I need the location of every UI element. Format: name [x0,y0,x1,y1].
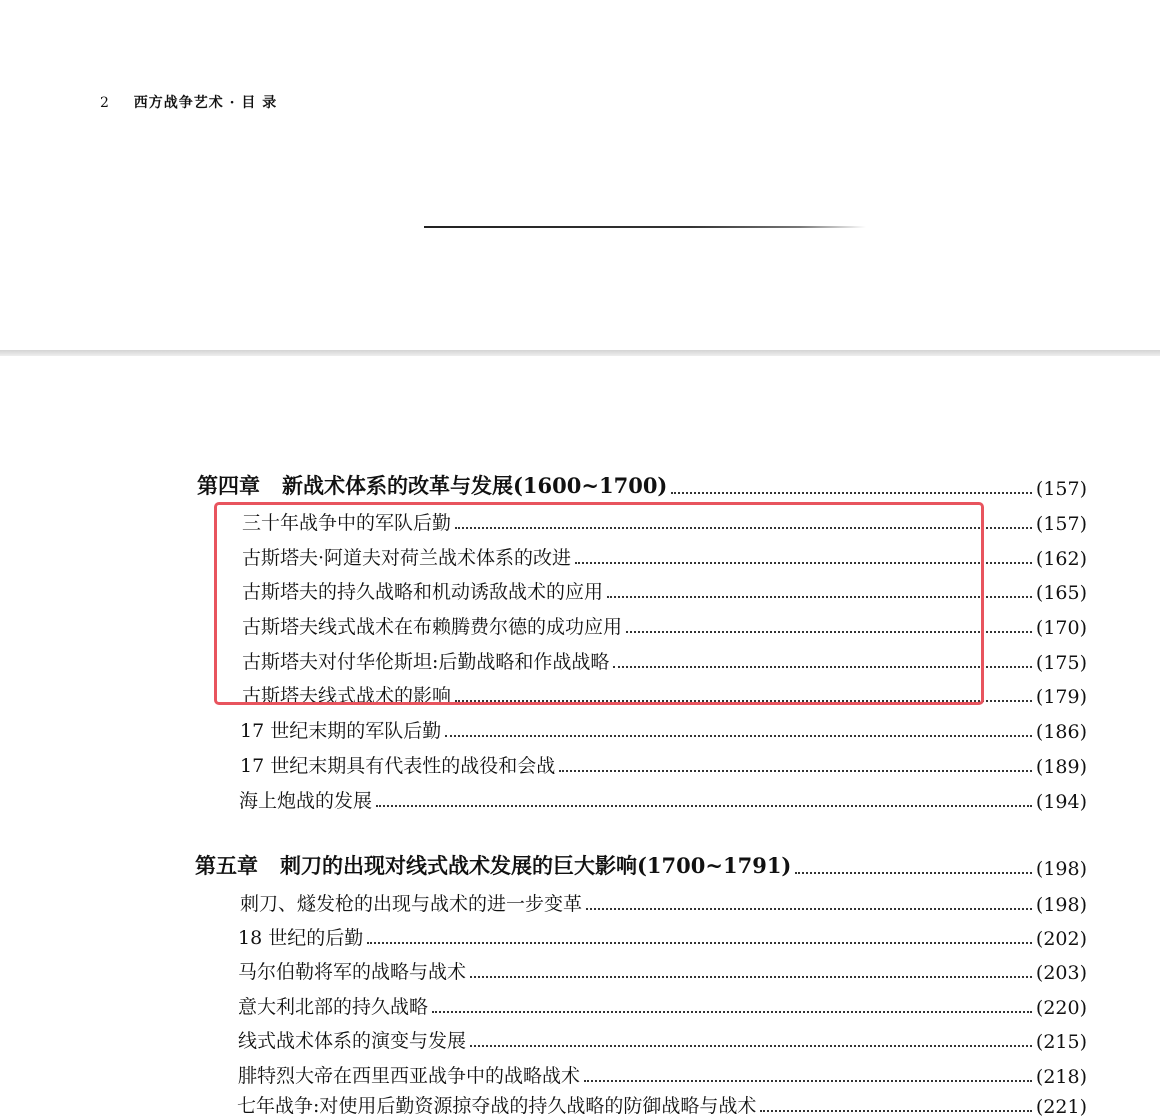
page-number: (220) [1035,997,1087,1019]
toc-entry[interactable] [242,505,1087,535]
previous-page-section [0,0,1160,350]
toc-entry[interactable] [242,540,1087,570]
toc-entry[interactable] [240,886,1087,916]
page-number: (157) [1035,513,1087,535]
entry-title: 古斯塔夫·阿道夫对荷兰战术体系的改进 [242,547,572,569]
toc-entry[interactable] [242,678,1087,708]
running-head-page-number: 2 [100,95,110,111]
dot-leader [575,562,1032,564]
dot-leader [584,1080,1032,1082]
dot-leader [455,700,1032,702]
page-number: (179) [1035,686,1087,708]
chapter-label: 第五章 [195,853,258,878]
horizontal-rule [424,226,866,228]
page-number: (202) [1035,928,1087,950]
dot-leader [559,770,1032,772]
chapter-title: 刺刀的出现对线式战术发展的巨大影响(1700~1791) [280,853,792,878]
dot-leader [626,631,1032,633]
toc-entry[interactable] [238,920,1087,950]
dot-leader [445,735,1032,737]
toc-entry[interactable] [242,644,1087,674]
page-number: (165) [1035,582,1087,604]
toc-entry[interactable] [239,783,1087,813]
entry-title: 古斯塔夫线式战术在布赖腾费尔德的成功应用 [242,616,623,638]
toc-entry[interactable] [238,1058,1087,1088]
dot-leader [470,1045,1032,1047]
page-number: (157) [1035,478,1087,500]
page-number: (194) [1035,791,1087,813]
toc-page [0,356,1160,1118]
page-number: (215) [1035,1031,1087,1053]
page-number: (162) [1035,548,1087,570]
entry-title: 古斯塔夫对付华伦斯坦:后勤战略和作战战略 [242,651,610,673]
running-head-text: 西方战争艺术 · 目 录 [133,95,278,111]
entry-title: 三十年战争中的军队后勤 [242,512,452,534]
toc-entry[interactable] [238,989,1087,1019]
toc-entry[interactable] [237,1088,1087,1118]
chapter-label: 第四章 [197,473,260,498]
entry-title: 马尔伯勒将军的战略与战术 [238,961,467,983]
dot-leader [760,1110,1032,1112]
entry-title: 古斯塔夫的持久战略和机动诱敌战术的应用 [242,581,604,603]
toc-entry[interactable] [242,609,1087,639]
chapter-title: 新战术体系的改革与发展(1600~1700) [282,473,668,498]
dot-leader [470,976,1032,978]
dot-leader [586,908,1032,910]
page-number: (198) [1035,894,1087,916]
entry-title: 刺刀、燧发枪的出现与战术的进一步变革 [240,893,583,915]
entry-title: 17 世纪末期的军队后勤 [240,720,442,742]
entry-title: 古斯塔夫线式战术的影响 [242,685,452,707]
entry-title: 腓特烈大帝在西里西亚战争中的战略战术 [238,1065,581,1087]
dot-leader [432,1011,1032,1013]
page-number: (175) [1035,652,1087,674]
dot-leader [671,492,1032,494]
page-number: (189) [1035,756,1087,778]
page-number: (170) [1035,617,1087,639]
page-number: (203) [1035,962,1087,984]
dot-leader [367,942,1032,944]
toc-entry[interactable] [240,713,1087,743]
toc-entry[interactable] [242,574,1087,604]
chapter-heading[interactable] [195,850,1087,880]
dot-leader [795,872,1032,874]
entry-title: 线式战术体系的演变与发展 [238,1030,467,1052]
toc-entry[interactable] [240,748,1087,778]
dot-leader [376,805,1032,807]
toc-entry[interactable] [238,954,1087,984]
page-number: (218) [1035,1066,1087,1088]
page-number: (186) [1035,721,1087,743]
page-number: (221) [1035,1096,1087,1118]
entry-title: 七年战争:对使用后勤资源掠夺战的持久战略的防御战略与战术 [237,1095,757,1117]
toc-entry[interactable] [238,1023,1087,1053]
page-number: (198) [1035,858,1087,880]
entry-title: 18 世纪的后勤 [238,927,364,949]
dot-leader [455,527,1032,529]
chapter-heading[interactable] [197,470,1087,500]
entry-title: 海上炮战的发展 [239,790,373,812]
entry-title: 意大利北部的持久战略 [238,996,429,1018]
running-head [100,92,277,112]
dot-leader [613,666,1032,668]
dot-leader [607,596,1032,598]
entry-title: 17 世纪末期具有代表性的战役和会战 [240,755,556,777]
